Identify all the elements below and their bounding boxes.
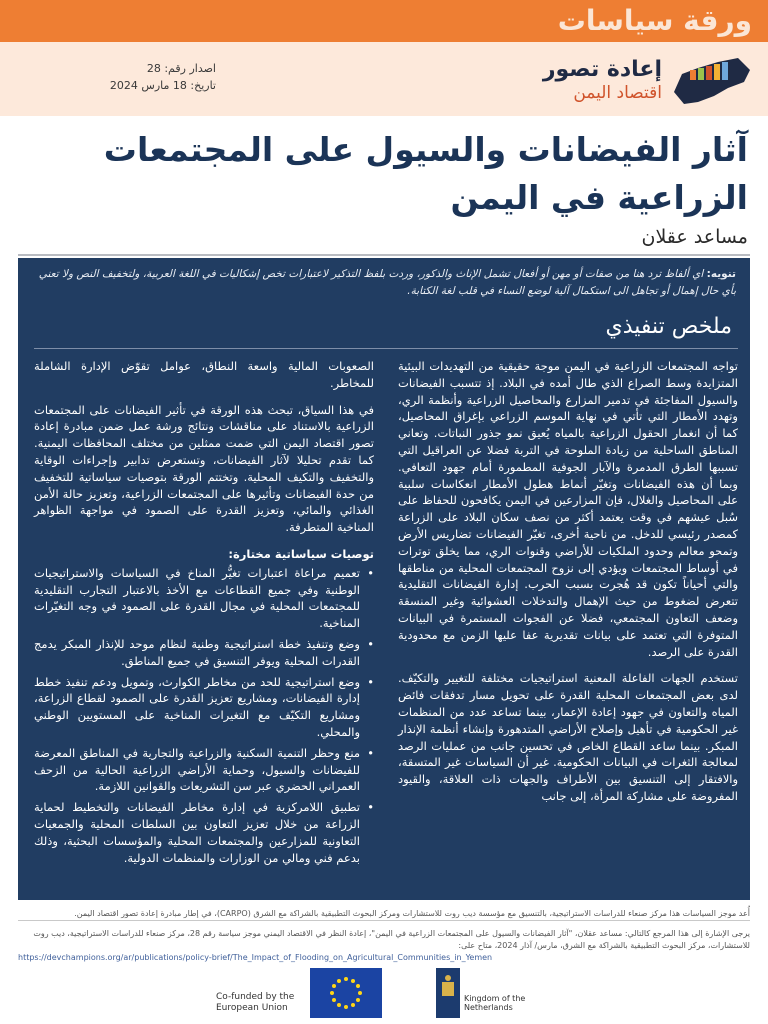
footer-divider bbox=[18, 920, 750, 921]
footer-citation: يرجى الإشارة إلى هذا المرجع كالتالي: مساعد عقلان، "آثار الفيضانات والسيول على المجتمعات الزراعية في اليمن"، إعادة النظر في الاقتصاد اليمني موجز سياسة رقم 28، مركز صنعاء للدراسات الاستراتيجية، ديب روت للاستشارات، مركز البحوث التطبيقية بالشراكة مع الشرق، مارس/ آذار 2024، متاح على: bbox=[33, 929, 750, 950]
recommendation-item: • منع وحظر التنمية السكنية والزراعية والتجارية في المناطق المعرضة للفيضانات والسيول، وحماية الأراضي الزراعية الحالية من الزحف العمراني الحضري عبر سن التشريعات والقوانين اللازمة. bbox=[34, 745, 374, 795]
note-label: تنويه: bbox=[706, 268, 736, 280]
logo-line-1: إعادة تصور bbox=[542, 57, 662, 82]
summary-panel bbox=[18, 258, 750, 900]
summary-column-left bbox=[34, 358, 374, 870]
recommendations-list bbox=[34, 565, 374, 867]
footer-link[interactable]: https://devchampions.org/ar/publications/policy-brief/The_Impact_of_Flooding_on_Agricultural_Communities_in_Yemen bbox=[18, 953, 493, 962]
funders-logos bbox=[0, 964, 768, 1024]
recommendation-item: • تطبيق اللامركزية في إدارة مخاطر الفيضانات والتخطيط لحماية الزراعة من خلال تعزيز التعاون بين السلطات المحلية والجمعيات التعاونية للمزارعين والمجتمعات المحلية والمؤسسات البحثية، وذلك بدعم فني ومالي من الوزارات والمنظمات الدولية. bbox=[34, 799, 374, 866]
recommendations-heading: توصيات سياساتية مختارة: bbox=[228, 546, 374, 561]
footer-credit: أُعد موجز السياسات هذا مركز صنعاء للدراسات الاستراتيجية، بالتنسيق مع مؤسسة ديب روت للاستشارات ومركز البحوث التطبيقية بالشراكة مع الشرق (CARPO)، في إطار مبادرة إعادة تصور اقتصاد اليمن. bbox=[74, 909, 750, 918]
top-banner bbox=[0, 0, 768, 42]
note-text: اي ألفاظ ترد هنا من صفات أو مهن أو أفعال تشمل الإناث والذكور، وردت بلفظ التذكير لاعتبارات تخص إشكاليات في اللغة العربية، ولتخفيف النص ولا تعني بأي حال إهمال أو تجاهل الى استكمال آلية لوضع النساء في قلب لغة الكتابة. bbox=[38, 268, 736, 297]
footer-notes bbox=[18, 908, 750, 964]
initiative-logo bbox=[498, 52, 754, 110]
recommendation-item: • وضع وتنفيذ خطة استراتيجية وطنية لنظام موحد للإنذار المبكر يدمج القدرات المحلية ويوفر التنسيق في جميع المناطق. bbox=[34, 636, 374, 670]
yemen-map-icon bbox=[668, 52, 754, 110]
author-name: مساعد عقلان bbox=[641, 226, 748, 248]
recommendation-item: • تعميم مراعاة اعتبارات تغيُّر المناخ في السياسات والاستراتيجيات الوطنية وفي جميع القطاعات مع الأخذ بالاعتبار التجارب التقليدية للمجتمعات المحلية في مجال القدرة على الصمود في وجه التغيّرات المناخية. bbox=[34, 565, 374, 632]
divider bbox=[18, 254, 750, 256]
summary-column-right bbox=[398, 358, 738, 815]
netherlands-emblem-icon bbox=[436, 968, 460, 1018]
paragraph: في هذا السياق، تبحث هذه الورقة في تأثير الفيضانات على المجتمعات الزراعية بالاستناد على مناقشات ونتائج ورشة عمل ضمن مبادرة إعادة تصور اقتصاد اليمن التي ضمت ممثلين من مختلف المحافظات اليمنية. كما تقدم تحليلا لآثار الفيضانات، وتستعرض تدابير وإجراءات الوقاية والتخفيف والتكيف المحلية. وتختتم الورقة بتوصيات سياساتية للتخفيف من حدة الفيضانات وتأثيرها على المجتمعات الزراعية، وتعزيز حالة الأمن الغذائي والمائي، وتعزيز القدرة على الصمود في مواجهة الظواهر المناخية المتطرفة. bbox=[34, 402, 374, 535]
issue-date: تاريخ: 18 مارس 2024 bbox=[109, 79, 216, 92]
issue-info bbox=[56, 60, 216, 94]
summary-divider bbox=[34, 348, 738, 349]
logo-line-2: اقتصاد اليمن bbox=[573, 83, 662, 103]
paragraph: الصعوبات المالية واسعة النطاق، عوامل تقوّض الإدارة الشاملة للمخاطر. bbox=[34, 359, 374, 390]
disclaimer-note bbox=[32, 266, 736, 300]
netherlands-caption: Kingdom of the Netherlands bbox=[464, 994, 526, 1012]
eu-caption: Co-funded by the European Union bbox=[216, 992, 295, 1013]
recommendation-item: • وضع استراتيجية للحد من مخاطر الكوارث، وتمويل ودعم تنفيذ خطط إدارة الفيضانات، ومشاريع تعزيز القدرة على الصمود لقطاع الزراعة، ومشاريع التكيّف مع التغيرات المناخية على المستويين الوطني والمحلي. bbox=[34, 674, 374, 741]
issue-number: اصدار رقم: 28 bbox=[146, 62, 216, 75]
paragraph: تستخدم الجهات الفاعلة المعنية استراتيجيات مختلفة للتغيير والتكيّف. لدى بعض المجتمعات المحلية القدرة على تحويل مسار تدفقات فائض المياه والتعاون في جهود إعادة الإعمار، بينما تساعد عدد من المنظمات غير الحكومية في تأهيل وإصلاح الأراضي المتدهورة وإنشاء أنظمة الإنذار المبكر. بينما ساعد القطاع الخاص في تحسين جانب من عمليات الرصد لمعالجة الثغرات في البيانات الحكومية. غير أن السياسات غير المتسقة، والافتقار إلى التنسيق بين الأطراف والجهات ذات العلاقة، والقيود المفروضة على مشاركة المرأة، إلى جانب bbox=[398, 671, 738, 803]
eu-flag-icon bbox=[310, 968, 382, 1018]
summary-heading: ملخص تنفيذي bbox=[605, 314, 732, 339]
title-section bbox=[0, 116, 768, 258]
page-title: آثار الفيضانات والسيول على المجتمعات الزراعية في اليمن bbox=[103, 130, 748, 217]
series-label: ورقة سياسات bbox=[557, 4, 752, 37]
paragraph: تواجه المجتمعات الزراعية في اليمن موجة حقيقية من التهديدات البيئية المتزايدة وسط الصراع الذي طال أمده في البلاد. إذ تتسبب الفيضانات والسيول المفاجئة في تدمير المزارع والمحاصيل الزراعية وأنظمة الري، وتهدد الأمطار التي تأتي في نهاية الموسم الزراعي بإغراق المحاصيل، كما أن انغمار الحقول الزراعية بالمياه يُعيق نمو جذور النباتات. وتعاني المناطق الساحلية من زيادة الملوحة في التربة فضلا عن العراقيل التي تسببها الطرق المدمرة والآبار الجوفية المطمورة أمام جهود التعافي. وبما أن هذه الفيضانات وتغيّر أنماط هطول الأمطار انعكاسات سلبية على المحاصيل والغلال، فإن المزارعين في اليمن يكافحون للحفاظ على سُبل عيشهم في وقت يعتمد أكثر من نصف سكان البلاد على الزراعة كمصدر رئيسي للدخل. من ناحية أخرى، تغيّر الفيضانات تضاريس الأرض وتمحو معالم وحدود الملكيات للأراضي وقنوات الري، مما يخلق توترات في أوساط المجتمعات ويؤدي إلى نزوح المجتمعات المحلية من مناطقها والتي أحياناً تكون قد هُجرت بسبب الحرب. إدارة الفيضانات التقليدية تتعرض لضغوط من حيث الإهمال والتدخلات العشوائية وغير المنسقة وضعف التعاون المجتمعي، فضلا عن الفجوات المستمرة في البيانات المتوفرة التي تعتمد على بيانات تقديرية عفا عليها الزمن مع محدودية القدرة على الرصد. bbox=[398, 359, 738, 659]
header bbox=[0, 42, 768, 116]
